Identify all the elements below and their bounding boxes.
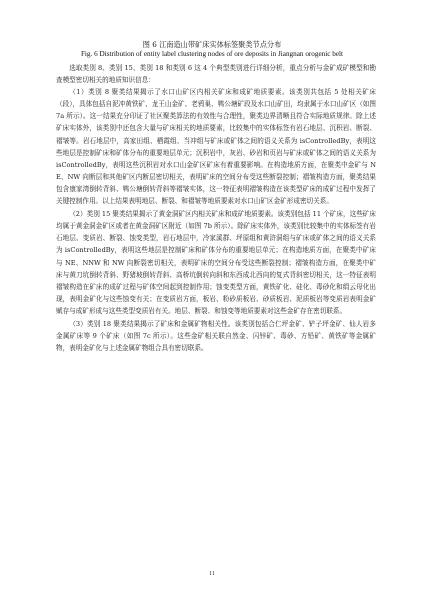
page-number: 11 <box>208 570 216 577</box>
figure-caption-chinese: 图 6 江南造山带矿床实体标签聚类节点分布 <box>142 40 282 49</box>
paragraph-intro: 选取类别 8、类别 15、类别 18 和类别 6 这 4 个典型类别进行详细分析，重点分析与金矿成矿模型和勘查模型密切相关的地质知识信息： <box>56 64 376 85</box>
paragraph-class-8: （1）类别 8 聚类结果揭示了水口山矿区内相关矿床和成矿地质要素。该类别共包括 5 处相关矿床（段），具体包括自泥冲黄铁矿、龙王山金矿、老鸦巢、鸭公塘矿段及水口山矿田，均隶属于水口山矿区（如图 7a 所示）。这一结果充分印证了社区聚类算法的有效性与合理性，聚类边界清晰且符合实际地质规律。除上述矿床实体外，该类别中还包含大量与矿床相关的地质要素，比较集中的实体标签有岩石地层、沉积岩、断裂、褶皱等。岩石地层中，高家田组、栖霞组、当冲组与矿床或矿体之间的语义关系为 isControlledBy，表明这些地层是控制矿床和矿体分布的重要地层单元；沉积岩中，灰岩、砂岩和页岩与矿床或矿体之间的语义关系为 isControlledBy，表明这些沉积岩对水口山金矿区矿床有着重要影响。在构造地质方面，在聚类中金矿与 NE、NW 向断层和其他矿区内断层密切相关，表明矿床的空间分布受这些断裂控制；褶皱构造方面，聚类结果包含康家湾倒转背斜、鸭公塘倒转背斜等褶皱实体，这一特征表明褶皱构造在该类型矿床的成矿过程中发挥了关键控制作用。以上结果表明地层、断裂、和褶皱等地质要素对水口山矿区金矿形成密切关系。 <box>56 88 376 206</box>
body-text <box>56 62 376 354</box>
paragraph-class-18: （3）类别 18 聚类结果揭示了矿床和金属矿物相关性。该类别包括合仁坪金矿、铲子坪金矿、仙人岩多金属矿床等 9 个矿床（如图 7c 所示）。这些金矿相关联自然金、闪锌矿、毒砂、方铅矿、黄铁矿等金属矿物，表明金矿化与上述金属矿物组合具有密切联系。 <box>56 319 376 353</box>
figure-caption-english: Fig. 6 Distribution of entity label clustering nodes of ore deposits in Jiangnan orogenic belt <box>80 50 344 58</box>
paragraph-class-15: （2）类别 15 聚类结果揭示了黄金洞矿区内相关矿床和成矿地质要素。该类别包括 11 个矿床，这些矿床均属于黄金洞金矿区或者在黄金洞矿区附近（如图 7b 所示）。除矿床实体外，该类别比较集中的实体标签有岩石地层、变质岩、断裂、蚀变类型，岩石地层中，冷家溪群、坪原组和黄浒洞组与矿床或矿体之间的语义关系为 isControlledBy，表明这些地层是控制矿床和矿体分布的重要地层单元；在构造地质方面，在聚类中矿床与 NE、NNW 和 NW 向断裂密切相关，表明矿床的空间分布受这些断裂控制；褶皱构造方面，在聚类中矿床与黄刀坑倒转背斜、野猪坡倒转背斜、高桥坑倒转向斜和东西成北西向的复式背斜密切相关，这一特征表明褶皱构造在矿床的成矿过程与矿体空间起到控制作用；蚀变类型方面，黄铁矿化、硅化、毒砂化和绢云母化出现，表明金矿化与这些蚀变有关；在变质岩方面，板岩、粉砂质板岩、砂质板岩、泥质板岩等变质岩表明金矿赋存与成矿形成与这些类型变质岩有关。地层、断裂、和蚀变等地质要素对这些金矿存在密切联系。 <box>56 210 376 315</box>
